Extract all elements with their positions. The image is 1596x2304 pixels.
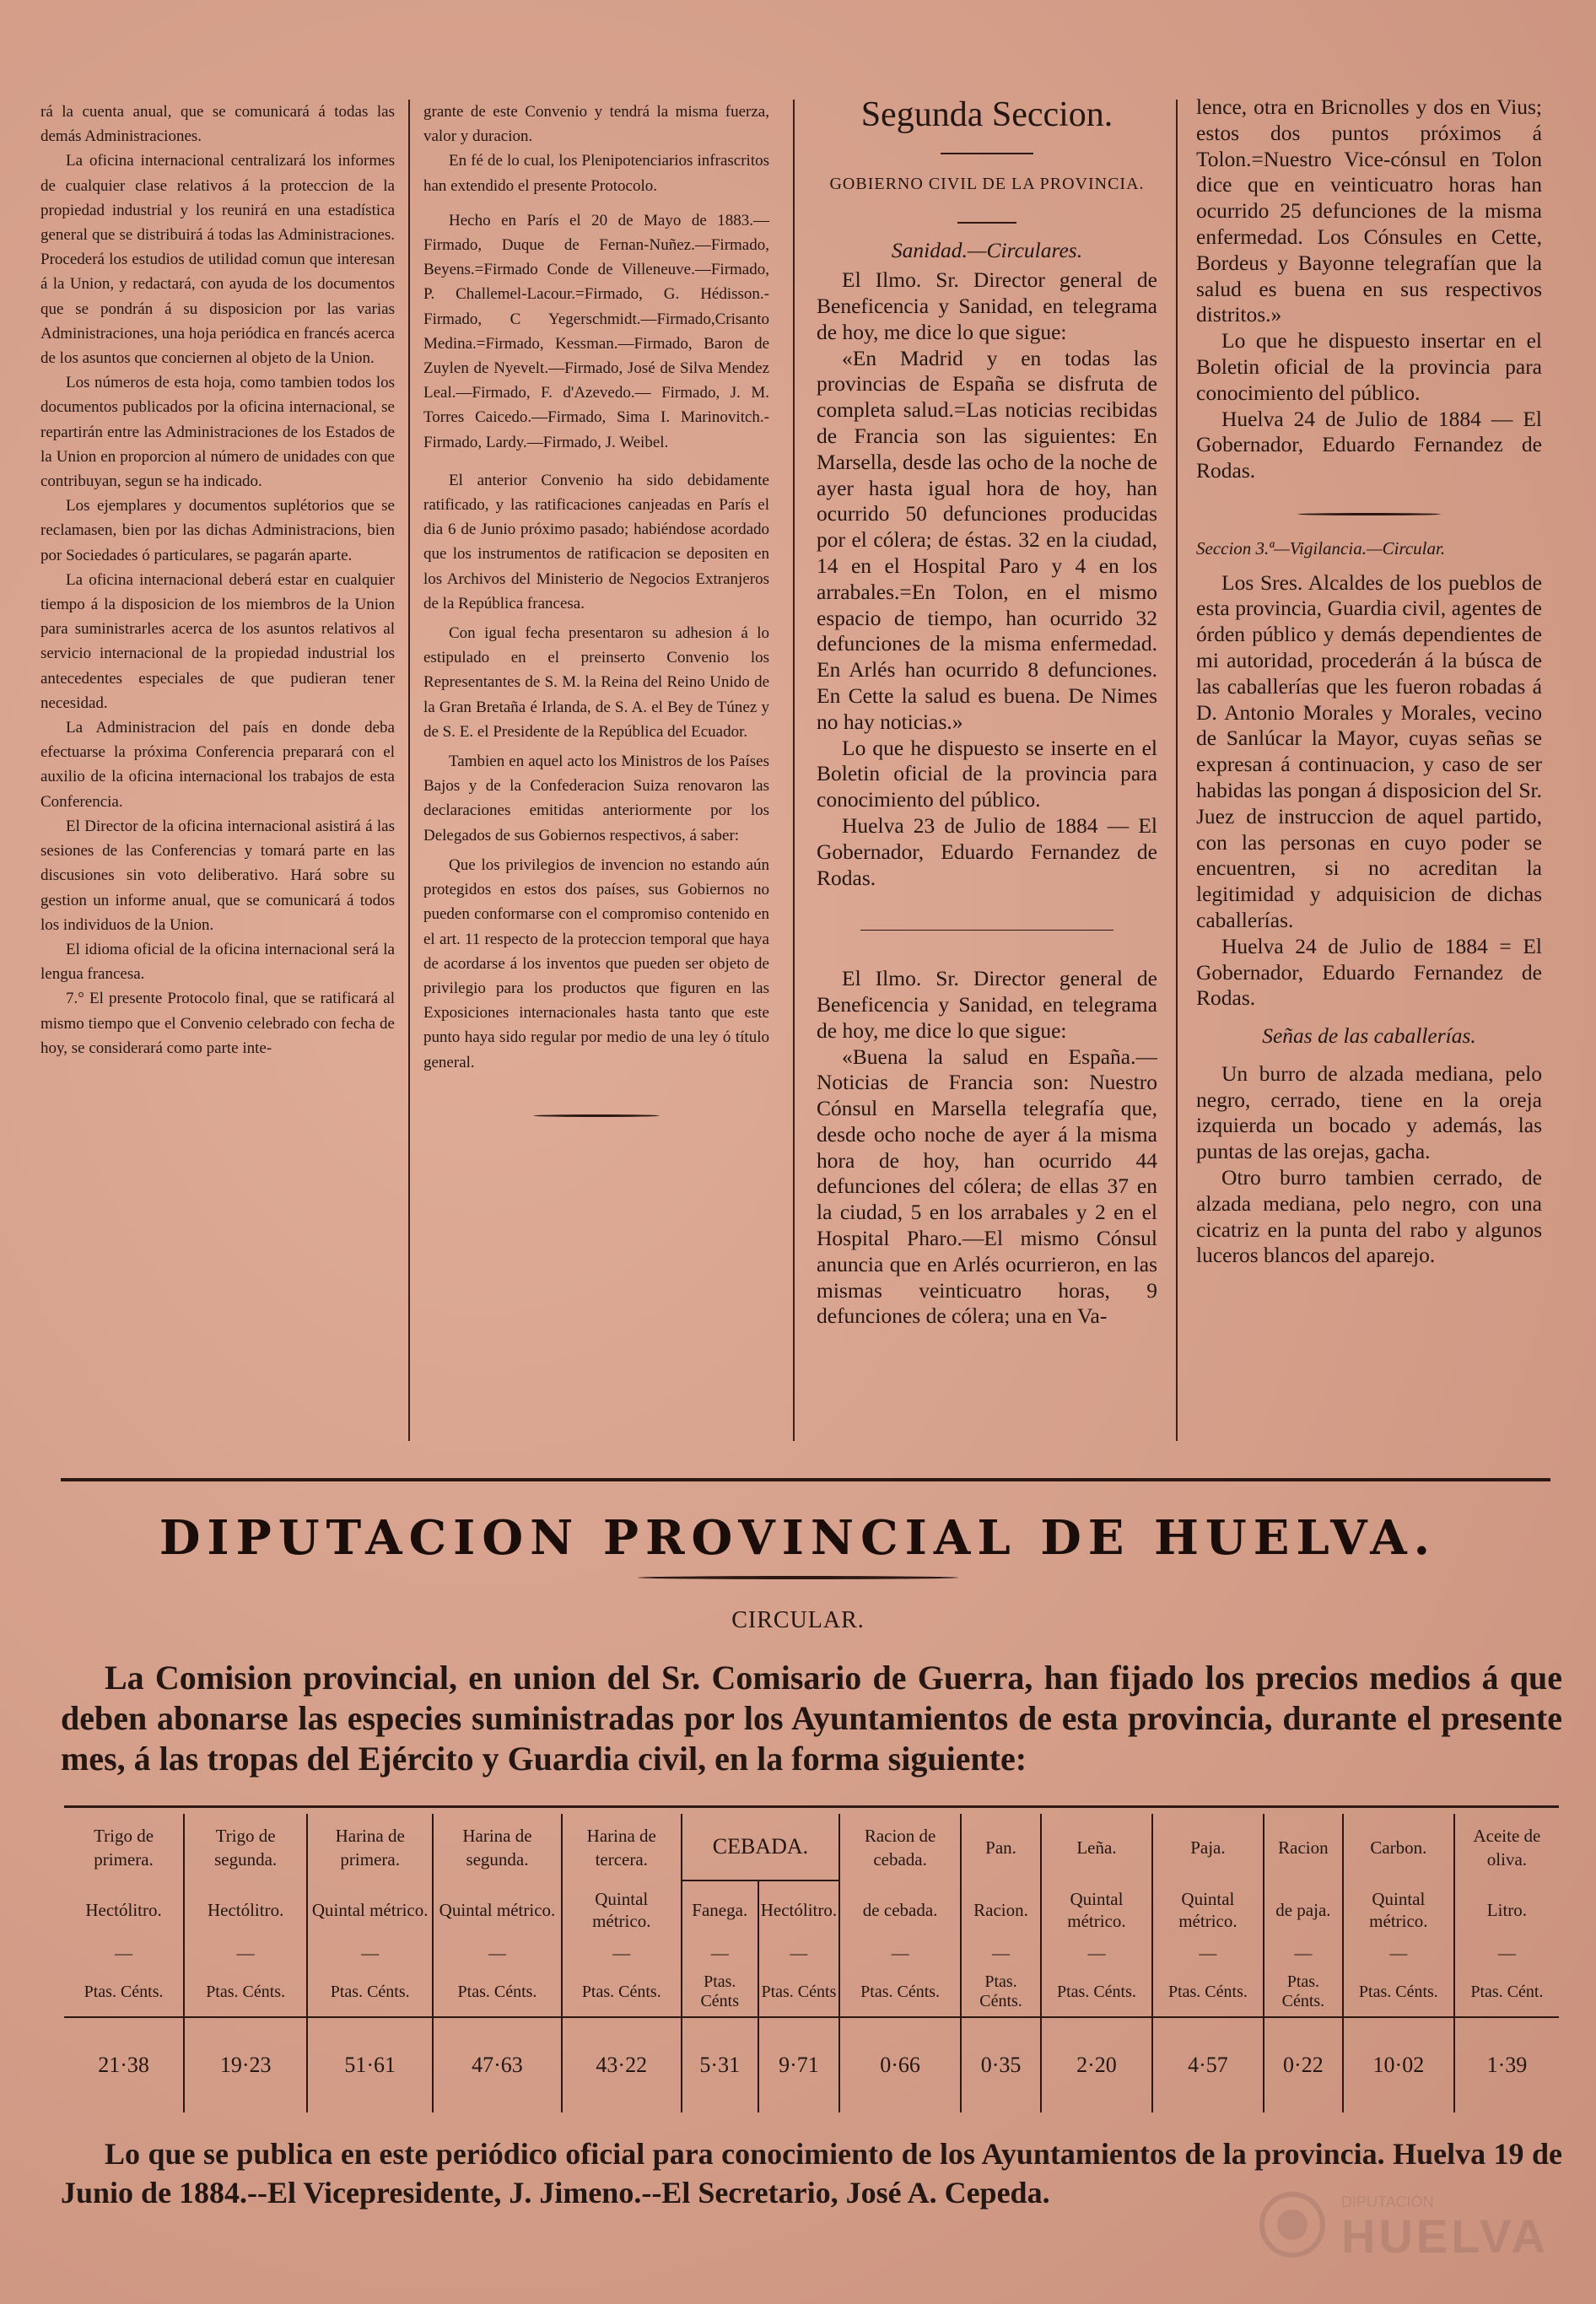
subheading: GOBIERNO CIVIL DE LA PROVINCIA. — [829, 174, 1145, 193]
col4-paragraph: lence, otra en Bricnolles y dos en Vius; estos dos puntos próximos á Tolon.=Nuestro Vice-cónsul en Tolon dice que en veinticuatro horas han ocurrido 25 defunciones de la misma enfermedad. Los Cónsules en Cette, Bordeus y Bayonne telegrafían que la salud es buena en sus respectivos distritos.» — [1196, 94, 1542, 327]
separator-ornament — [1196, 496, 1542, 522]
col1-paragraph: Los números de esta hoja, como tambien todos los documentos publicados por la oficina internacional, se repartirán entre las Administraciones de los Estados de la Union en proporcion al número de unidades con que contribuyan, segun se ha indicado. — [40, 374, 395, 491]
column-rule-1 — [408, 100, 410, 1441]
watermark-seal-icon — [1257, 2189, 1328, 2264]
subheading-rule — [817, 204, 1157, 230]
header-cell: Paja. — [1152, 1814, 1264, 1880]
price-value: 43·22 — [562, 2017, 682, 2112]
unit-cell: Quintal métrico. — [562, 1880, 682, 1939]
unit-cell: Fanega. — [682, 1880, 758, 1939]
dash-cell: — — [562, 1939, 682, 1967]
unit-cell: Hectólitro. — [85, 1899, 162, 1920]
header-cell: Harina de segunda. — [433, 1814, 562, 1880]
currency-cell: Ptas. Cénts. — [1152, 1967, 1264, 2017]
col4-paragraph: Lo que he dispuesto insertar en el Boletin oficial de la provincia para conocimiento del público. — [1196, 328, 1542, 405]
col1-paragraph: El Director de la oficina internacional asistirá á las sesiones de las Conferencias y tomará parte en las discusiones sin voto deliberativo. Hará sobre su gestion un informe anual, que se comunicará á todos los individuos de la Union. — [40, 817, 395, 934]
section-title: Segunda Seccion. — [860, 95, 1113, 134]
column-2 — [423, 100, 769, 1138]
dash-cell: — — [307, 1939, 433, 1967]
column-rule-2 — [793, 100, 795, 1441]
currency-cell: Ptas. Cénts — [682, 1967, 758, 2017]
header-cell: Trigo de segunda. — [184, 1814, 307, 1880]
dash-cell: — — [961, 1939, 1041, 1967]
col2-paragraph: Hecho en París el 20 de Mayo de 1883.—Firmado, Duque de Fernan-Nuñez.—Firmado, Beyens.=Firmado Conde de Villeneuve.—Firmado, P. Challemel-Lacour.=Firmado, G. Hédisson.-Firmado, C Yegerschmidt.—Firmado,Crisanto Medina.=Firmado, Kessman.—Firmado, Baron de Zuylen de Nyevelt.—Firmado, José de Silva Mendez Leal.—Firmado, F. d'Azevedo.— Firmado, J. M. Torres Caicedo.—Firmado, Sima I. Marinovitch.-Firmado, Lardy.—Firmado, J. Weibel. — [423, 211, 769, 451]
col4-paragraph: Otro burro tambien cerrado, de alzada mediana, pelo negro, con una cicatriz en la punta del rabo y algunos luceros blancos del aparejo. — [1196, 1165, 1542, 1268]
col3-paragraph: «En Madrid y en todas las provincias de España se disfruta de completa salud.=Las noticias recibidas de Francia son las siguientes: En Marsella, desde las ocho de la noche de ayer hasta igual hora de hoy, han ocurrido 50 defunciones producidas por el cólera; de éstas. 32 en la ciudad, 14 en el Hospital Paro y 4 en los arrabales.=En Tolon, en el mismo espacio de tiempo, han ocurrido 32 defunciones de la misma enfermedad. En Arlés han ocurrido 8 defunciones. En Cette la salud es buena. De Nimes no hay noticias.» — [817, 345, 1157, 734]
unit-cell: Litro. — [1454, 1880, 1559, 1939]
topic-heading: Seccion 3.ª—Vigilancia.—Circular. — [1196, 537, 1446, 558]
table-value-row — [64, 2017, 1559, 2112]
currency-cell: Ptas. Cénts. — [1343, 1967, 1454, 2017]
currency-cell: Ptas. Cént. — [1454, 1967, 1559, 2017]
section-divider — [61, 1478, 1550, 1481]
col4-paragraph: Los Sres. Alcaldes de los pueblos de esta provincia, Guardia civil, agentes de órden público y demás dependientes de mi autoridad, procederán á la búsca de las caballerías que les fueron robadas á D. Antonio Morales y Morales, vecino de Sanlúcar la Mayor, cuyas señas se expresan á continuacion, y caso de ser habidas las pongan á disposicion del Sr. Juez de instruccion de aquel partido, con las personas en cuyo poder se encuentren, si no acreditan la legitimidad y adquisicion de dichas caballerías. — [1196, 569, 1542, 932]
circular-footer: Lo que se publica en este periódico oficial para conocimiento de los Ayuntamientos de la provincia. Huelva 19 de Junio de 1884.--El Vicepresidente, J. Jimeno.--El Secretario, José A. Cepeda. — [61, 2137, 1562, 2210]
title-ornament — [638, 1576, 958, 1579]
col1-paragraph: Los ejemplares y documentos suplétorios que se reclamasen, bien por las dichas Administracions, bien por Sociedades ó particulares, se pagarán aparte. — [40, 497, 395, 564]
price-value: 0·22 — [1264, 2017, 1343, 2112]
watermark-text: HUELVA — [1341, 2210, 1549, 2263]
price-value: 0·35 — [961, 2017, 1041, 2112]
signs-heading: Señas de las caballerías. — [1262, 1023, 1476, 1049]
price-value: 21·38 — [64, 2017, 184, 2112]
col3-paragraph: El Ilmo. Sr. Director general de Beneficencia y Sanidad, en telegrama de hoy, me dice lo que sigue: — [817, 966, 1157, 1043]
col2-paragraph: Con igual fecha presentaron su adhesion á lo estipulado en el preinserto Convenio los Representantes de S. M. la Reina del Reino Unido de la Gran Bretaña é Irlanda, de S. A. el Bey de Túnez y de S. E. el Presidente de la República del Ecuador. — [423, 624, 769, 741]
diputacion-title: DIPUTACION PROVINCIAL DE HUELVA. — [159, 1510, 1437, 1566]
column-rule-3 — [1176, 100, 1178, 1441]
table-header-row — [64, 1814, 1559, 1880]
dash-cell: — — [115, 1943, 133, 1963]
circular-body: La Comision provincial, en union del Sr. Comisario de Guerra, han fijado los precios medios á que deben abonarse las especies suministradas por los Ayuntamientos de esta provincia, durante el presente mes, á las tropas del Ejército y Guardia civil, en la forma siguiente: — [61, 1659, 1562, 1778]
col4-paragraph: Un burro de alzada mediana, pelo negro, cerrado, tiene en la oreja izquierda un bocado y además, las puntas de las orejas, gacha. — [1196, 1060, 1542, 1164]
topic-heading: Sanidad.—Circulares. — [891, 238, 1083, 263]
column-3 — [817, 94, 1157, 1330]
unit-cell: de paja. — [1264, 1880, 1343, 1939]
col2-paragraph: grante de este Convenio y tendrá la misma fuerza, valor y duracion. — [423, 103, 769, 146]
col1-paragraph: El idioma oficial de la oficina internacional será la lengua francesa. — [40, 940, 395, 984]
col2-paragraph: Tambien en aquel acto los Ministros de los Países Bajos y de la Confederacion Suiza renovaron las declaraciones emitidas anteriormente por los Delegados de sus Gobiernos respectivos, á saber: — [423, 753, 769, 844]
unit-cell: Quintal métrico. — [1152, 1880, 1264, 1939]
header-cell: Harina de primera. — [307, 1814, 433, 1880]
header-cell: Trigo de primera. — [94, 1825, 154, 1870]
header-cell: Carbon. — [1343, 1814, 1454, 1880]
currency-cell: Ptas. Cénts. — [1041, 1967, 1152, 2017]
table-unit-row — [64, 1880, 1559, 1939]
table-dash-row — [64, 1939, 1559, 1967]
header-cell: Harina de tercera. — [562, 1814, 682, 1880]
price-value: 9·71 — [758, 2017, 839, 2112]
header-cell: Pan. — [961, 1814, 1041, 1880]
price-value: 51·61 — [307, 2017, 433, 2112]
col3-paragraph: «Buena la salud en España.—Noticias de Francia son: Nuestro Cónsul en Marsella telegrafía que, desde ocho noche de ayer á la misma hora de hoy, han ocurrido 44 defunciones del cólera; de ellas 37 en la ciudad, 5 en los arrabales y 2 en el Hospital Pharo.—El mismo Cónsul anuncia que en Arlés ocurrieron, en las mismas veinticuatro horas, 9 defunciones de cólera; una en Va- — [817, 1044, 1157, 1329]
header-cell: Racion de cebada. — [839, 1814, 961, 1880]
dash-cell: — — [758, 1939, 839, 1967]
table-currency-row — [64, 1967, 1559, 2017]
col3-paragraph: Lo que he dispuesto se inserte en el Boletin oficial de la provincia para conocimiento del público. — [817, 735, 1157, 812]
unit-cell: Hectólitro. — [758, 1880, 839, 1939]
separator-rule — [817, 911, 1157, 937]
dash-cell: — — [1264, 1939, 1343, 1967]
dash-cell: — — [682, 1939, 758, 1967]
circular-label: CIRCULAR. — [731, 1607, 865, 1633]
header-cell: Racion — [1264, 1814, 1343, 1880]
col2-paragraph: Que los privilegios de invencion no estando aún protegidos en estos dos países, sus Gobiernos no pueden conformarse con el compromiso contenido en el art. 11 respecto de la proteccion temporal que haya de acordarse á los inventos que pueden ser objeto de privilegio para los productos que figuren en las Exposiciones internacionales hasta tanto que este punto haya sido regular por medio de una ley ó título general. — [423, 855, 769, 1071]
price-value: 2·20 — [1041, 2017, 1152, 2112]
col2-paragraph: En fé de lo cual, los Plenipotenciarios infrascritos han extendido el presente Protocolo. — [423, 152, 769, 195]
currency-cell: Ptas. Cénts — [758, 1967, 839, 2017]
col4-paragraph: Huelva 24 de Julio de 1884 = El Gobernador, Eduardo Fernandez de Rodas. — [1196, 933, 1542, 1011]
column-1 — [40, 100, 395, 1060]
dash-cell: — — [1343, 1939, 1454, 1967]
header-cell: Aceite de oliva. — [1454, 1814, 1559, 1880]
currency-cell: Ptas. Cénts. — [1264, 1967, 1343, 2017]
currency-cell: Ptas. Cénts. — [961, 1967, 1041, 2017]
watermark-top-text: DIPUTACIÓN — [1341, 2193, 1434, 2210]
title-rule — [817, 135, 1157, 161]
col1-paragraph: La Administracion del país en donde deba efectuarse la próxima Conferencia preparará con el auxilio de la oficina internacional los trabajos de esta Conferencia. — [40, 719, 395, 811]
unit-cell: Quintal métrico. — [307, 1880, 433, 1939]
dash-cell: — — [839, 1939, 961, 1967]
unit-cell: Quintal métrico. — [1041, 1880, 1152, 1939]
currency-cell: Ptas. Cénts. — [84, 1982, 164, 2001]
currency-cell: Ptas. Cénts. — [433, 1967, 562, 2017]
dash-cell: — — [184, 1939, 307, 1967]
currency-cell: Ptas. Cénts. — [307, 1967, 433, 2017]
price-value: 5·31 — [682, 2017, 758, 2112]
dash-cell: — — [1152, 1939, 1264, 1967]
price-value: 19·23 — [184, 2017, 307, 2112]
col1-paragraph: La oficina internacional centralizará los informes de cualquier clase relativos á la proteccion de la propiedad industrial y los reunirá en una estadística general que se distribuirá á todas las Administraciones. Procederá los estudios de utilidad comun que interesan á la Union, y redactará, con ayuda de los documentos que se pondrán á su disposicion por las varias Administraciones, una hoja periódica en francés acerca de los asuntos que conciernen al objeto de la Union. — [40, 152, 395, 368]
price-value: 4·57 — [1152, 2017, 1264, 2112]
col4-paragraph: Huelva 24 de Julio de 1884 — El Gobernador, Eduardo Fernandez de Rodas. — [1196, 406, 1542, 483]
column-4 — [1196, 94, 1542, 1269]
col2-paragraph: El anterior Convenio ha sido debidamente ratificado, y las ratificaciones canjeadas en París el dia 6 de Junio próximo pasado; habiéndose acordado que los instrumentos de ratificacion se depositen en los Archivos del Ministerio de Negocios Extranjeros de la República francesa. — [423, 471, 769, 612]
col1-paragraph: La oficina internacional deberá estar en cualquier tiempo á la disposicion de los miembros de la Union para suministrarles acerca de los asuntos relativos al servicio internacional de la propiedad industrial los antecedentes especiales de que pudieran tener necesidad. — [40, 570, 395, 712]
unit-cell: de cebada. — [839, 1880, 961, 1939]
price-value: 1·39 — [1454, 2017, 1559, 2112]
col1-paragraph: rá la cuenta anual, que se comunicará á todas las demás Administraciones. — [40, 103, 395, 146]
price-value: 47·63 — [433, 2017, 562, 2112]
price-value: 10·02 — [1343, 2017, 1454, 2112]
unit-cell: Racion. — [961, 1880, 1041, 1939]
currency-cell: Ptas. Cénts. — [562, 1967, 682, 2017]
unit-cell: Hectólitro. — [184, 1880, 307, 1939]
unit-cell: Quintal métrico. — [1343, 1880, 1454, 1939]
dash-cell: — — [1454, 1939, 1559, 1967]
currency-cell: Ptas. Cénts. — [184, 1967, 307, 2017]
header-cell: Leña. — [1041, 1814, 1152, 1880]
table-top-rule — [64, 1805, 1559, 1808]
currency-cell: Ptas. Cénts. — [839, 1967, 961, 2017]
dash-cell: — — [433, 1939, 562, 1967]
price-value: 0·66 — [839, 2017, 961, 2112]
column-end-ornament — [423, 1100, 769, 1125]
col1-paragraph: 7.° El presente Protocolo final, que se ratificará al mismo tiempo que el Convenio celebrado con fecha de hoy, se considerará como parte inte- — [40, 990, 395, 1057]
col3-paragraph: El Ilmo. Sr. Director general de Beneficencia y Sanidad, en telegrama de hoy, me dice lo que sigue: — [817, 267, 1157, 344]
unit-cell: Quintal métrico. — [433, 1880, 562, 1939]
dash-cell: — — [1041, 1939, 1152, 1967]
cebada-group-header: CEBADA. — [682, 1814, 839, 1880]
col3-paragraph: Huelva 23 de Julio de 1884 — El Gobernador, Eduardo Fernandez de Rodas. — [817, 812, 1157, 890]
price-table — [64, 1814, 1559, 2112]
